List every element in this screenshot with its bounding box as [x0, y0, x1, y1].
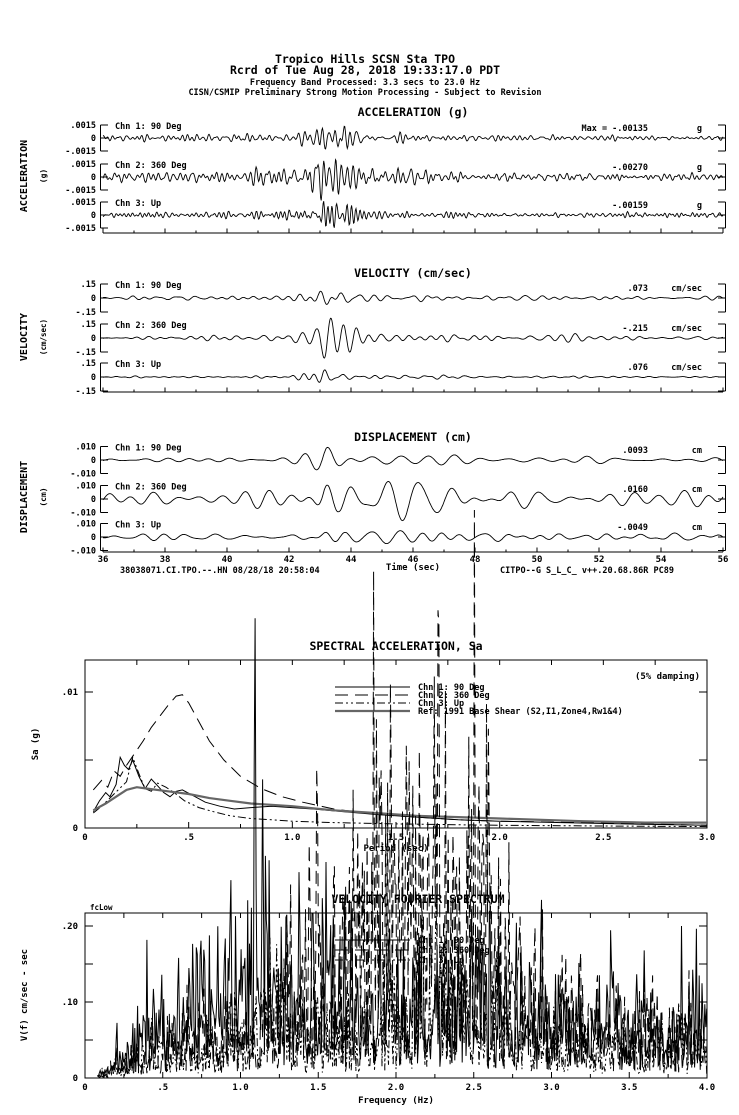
channel-label: Chn 3: Up — [115, 360, 162, 370]
trace-velocity-chn2 — [76, 318, 726, 358]
sa-y-tick-label: .01 — [61, 688, 78, 698]
fourier-plot-area — [62, 510, 715, 1093]
legend-label-chn1: Chn 1: 90 Deg — [418, 936, 485, 946]
y-tick-zero: 0 — [90, 373, 96, 383]
fourier-x-tick-label: 2.0 — [387, 1083, 405, 1093]
fourier-chart-title: VELOCITY FOURIER SPECTRUM — [331, 892, 505, 906]
peak-value: .0093 — [622, 446, 648, 456]
peak-unit: cm — [691, 485, 702, 495]
panel-titles — [354, 105, 472, 444]
velocity-panel-title: VELOCITY (cm/sec) — [354, 266, 472, 280]
channel-label: Chn 2: 360 Deg — [115, 321, 187, 331]
y-tick-top: .0015 — [70, 121, 96, 131]
sa-x-tick-label: 0 — [82, 833, 88, 843]
filter-corner-label: fcLow — [90, 903, 113, 912]
y-tick-top: .15 — [80, 320, 96, 330]
trace-displacement-chn2 — [70, 482, 725, 521]
fourier-x-tick-label: .5 — [157, 1083, 169, 1093]
channel-label: Chn 1: 90 Deg — [115, 443, 182, 454]
fourier-x-tick-label: 3.5 — [621, 1083, 638, 1093]
peak-unit: g — [696, 163, 702, 173]
peak-unit: g — [696, 201, 702, 211]
station-title: Tropico Hills SCSN Sta TPO — [274, 52, 456, 66]
report-header — [188, 52, 541, 98]
displacement-axis-label: DISPLACEMENT — [19, 460, 30, 534]
trace-displacement-chn1 — [70, 443, 725, 480]
side-labels — [19, 140, 48, 533]
x-tick-label: 40 — [221, 555, 233, 565]
x-tick-label: 46 — [407, 555, 419, 565]
peak-value: .076 — [627, 363, 648, 373]
peak-unit: cm/sec — [671, 284, 702, 294]
time-series-plots — [65, 121, 728, 565]
peak-unit: cm/sec — [671, 363, 702, 373]
fourier-x-tick-label: 3.0 — [543, 1083, 560, 1093]
y-tick-bottom: -.010 — [70, 546, 96, 557]
sa-plot-border — [85, 660, 707, 828]
y-axis-bracket-right — [718, 164, 726, 190]
sa-xlabel: Period (sec) — [363, 844, 429, 854]
legend-label-chn3: Chn 3: Up — [418, 699, 465, 709]
fourier-x-tick-label: 4.0 — [698, 1083, 716, 1093]
acceleration-panel-title: ACCELERATION (g) — [357, 105, 469, 119]
y-tick-zero: 0 — [90, 495, 96, 505]
velocity-axis-label: VELOCITY — [19, 312, 30, 362]
trace-acceleration-chn1 — [65, 121, 725, 157]
y-tick-top: .15 — [80, 280, 96, 290]
peak-unit: cm — [691, 523, 702, 533]
y-tick-top: .0015 — [70, 198, 96, 208]
x-tick-label: 50 — [531, 555, 543, 565]
sa-x-tick-label: 1.0 — [284, 833, 301, 843]
channel-label: Chn 2: 360 Deg — [115, 161, 187, 171]
y-tick-zero: 0 — [90, 134, 96, 144]
y-tick-zero: 0 — [90, 334, 96, 344]
y-tick-bottom: -.15 — [75, 387, 96, 397]
panel-x-axis — [103, 229, 723, 234]
legend-label-chn2: Chn 2: 360 Deg — [418, 691, 490, 701]
sa-y-tick-label: 0 — [72, 824, 78, 834]
record-timestamp: Rcrd of Tue Aug 28, 2018 19:33:17.0 PDT — [229, 63, 501, 77]
x-tick-label: 48 — [469, 555, 481, 565]
legend-label-ref: Ref: 1991 Base Shear (S2,I1,Zone4,Rw1&4) — [418, 707, 623, 717]
y-tick-bottom: -.15 — [75, 348, 96, 358]
y-tick-top: .15 — [80, 359, 96, 369]
peak-value: .0160 — [622, 485, 648, 495]
sa-legend — [335, 683, 623, 717]
y-axis-bracket-left — [101, 524, 109, 551]
y-tick-zero: 0 — [90, 211, 96, 221]
y-tick-zero: 0 — [90, 173, 96, 183]
x-tick-label: 52 — [593, 555, 605, 565]
x-tick-label: 56 — [717, 555, 729, 565]
x-tick-label: 36 — [97, 555, 109, 565]
peak-unit: cm/sec — [671, 324, 702, 334]
y-tick-bottom: -.0015 — [65, 224, 96, 234]
velocity-axis-unit: (cm/sec) — [39, 318, 48, 356]
processing-footer: CITPO--G S_L_C_ v++.20.68.86R PC89 — [500, 566, 674, 576]
channel-label: Chn 1: 90 Deg — [115, 281, 182, 291]
sa-x-tick-label: 1.5 — [387, 833, 405, 843]
peak-value: Max = -.00135 — [581, 124, 648, 134]
fourier-x-tick-label: 0 — [82, 1083, 88, 1093]
y-tick-bottom: -.010 — [70, 508, 96, 519]
channel-label: Chn 3: Up — [115, 520, 162, 531]
y-tick-top: .0015 — [70, 160, 96, 170]
fourier-y-tick-label: 0 — [72, 1074, 78, 1084]
acceleration-axis-unit: (g) — [39, 168, 48, 184]
y-axis-bracket-right — [718, 202, 726, 228]
peak-unit: g — [696, 124, 702, 134]
x-tick-label: 38 — [159, 555, 171, 565]
peak-value: -.0049 — [617, 523, 648, 533]
sa-x-tick-label: .5 — [183, 833, 195, 843]
x-tick-label: 44 — [345, 555, 357, 565]
y-tick-zero: 0 — [90, 533, 96, 543]
y-tick-bottom: -.0015 — [65, 186, 96, 196]
trace-acceleration-chn2 — [65, 160, 725, 201]
trace-velocity-chn1 — [76, 280, 726, 318]
record-id-footer: 38038071.CI.TPO.--.HN 08/28/18 20:58:04 — [120, 566, 320, 576]
fourier-chart — [20, 510, 715, 1106]
y-axis-bracket-left — [101, 486, 109, 513]
y-tick-zero: 0 — [90, 294, 96, 304]
y-axis-bracket-right — [718, 284, 726, 312]
y-tick-bottom: -.010 — [70, 469, 96, 480]
y-tick-bottom: -.15 — [75, 308, 96, 318]
time-axis-label: Time (sec) — [385, 563, 441, 573]
peak-value: -.00270 — [612, 163, 648, 173]
legend-label-chn3: Chn 3: Up — [418, 956, 465, 966]
sa-x-tick-label: 3.0 — [698, 833, 716, 843]
fourier-x-tick-label: 2.5 — [465, 1083, 482, 1093]
x-tick-label: 42 — [283, 555, 295, 565]
fourier-y-tick-label: .10 — [61, 998, 78, 1008]
fourier-ylabel: V(f) cm/sec - sec — [20, 948, 30, 1042]
trace-velocity-chn3 — [76, 359, 726, 397]
sa-curve-thick-solid — [93, 787, 707, 822]
displacement-axis-unit: (cm) — [39, 487, 48, 507]
fourier-x-tick-label: 1.0 — [232, 1083, 249, 1093]
channel-label: Chn 1: 90 Deg — [115, 122, 182, 132]
fourier-x-tick-label: 1.5 — [310, 1083, 327, 1093]
y-tick-bottom: -.0015 — [65, 147, 96, 157]
sa-x-tick-label: 2.5 — [595, 833, 612, 843]
fourier-y-tick-label: .20 — [61, 922, 78, 932]
peak-value: .073 — [627, 284, 648, 294]
y-axis-bracket-right — [718, 524, 726, 551]
y-tick-top: .010 — [75, 481, 96, 492]
fourier-xlabel: Frequency (Hz) — [358, 1096, 434, 1106]
legend-label-chn2: Chn 2: 360 Deg — [418, 946, 490, 956]
channel-label: Chn 2: 360 Deg — [115, 482, 187, 493]
sa-x-tick-label: 2.0 — [491, 833, 508, 843]
frequency-band-note: Frequency Band Processed: 3.3 secs to 23.0 Hz — [249, 78, 481, 88]
peak-unit: cm — [691, 446, 702, 456]
y-tick-top: .010 — [75, 519, 96, 530]
channel-label: Chn 3: Up — [115, 199, 162, 209]
legend-label-chn1: Chn 1: 90 Deg — [418, 683, 485, 693]
displacement-panel-title: DISPLACEMENT (cm) — [354, 430, 472, 444]
peak-value: -.215 — [622, 324, 648, 334]
trace-displacement-chn3 — [70, 520, 725, 557]
x-tick-label: 54 — [655, 555, 667, 565]
time-series-footer — [120, 562, 674, 576]
damping-note: (5% damping) — [634, 672, 700, 682]
y-tick-top: .010 — [75, 442, 96, 453]
panel-x-axis — [103, 388, 723, 393]
sa-ylabel: Sa (g) — [31, 727, 41, 761]
sa-chart-title: SPECTRAL ACCELERATION, Sa — [309, 639, 483, 653]
y-tick-zero: 0 — [90, 456, 96, 466]
acceleration-axis-label: ACCELERATION — [19, 139, 30, 213]
peak-value: -.00159 — [612, 201, 648, 211]
trace-acceleration-chn3 — [65, 198, 725, 234]
processing-note: CISN/CSMIP Preliminary Strong Motion Processing - Subject to Revision — [188, 88, 542, 98]
